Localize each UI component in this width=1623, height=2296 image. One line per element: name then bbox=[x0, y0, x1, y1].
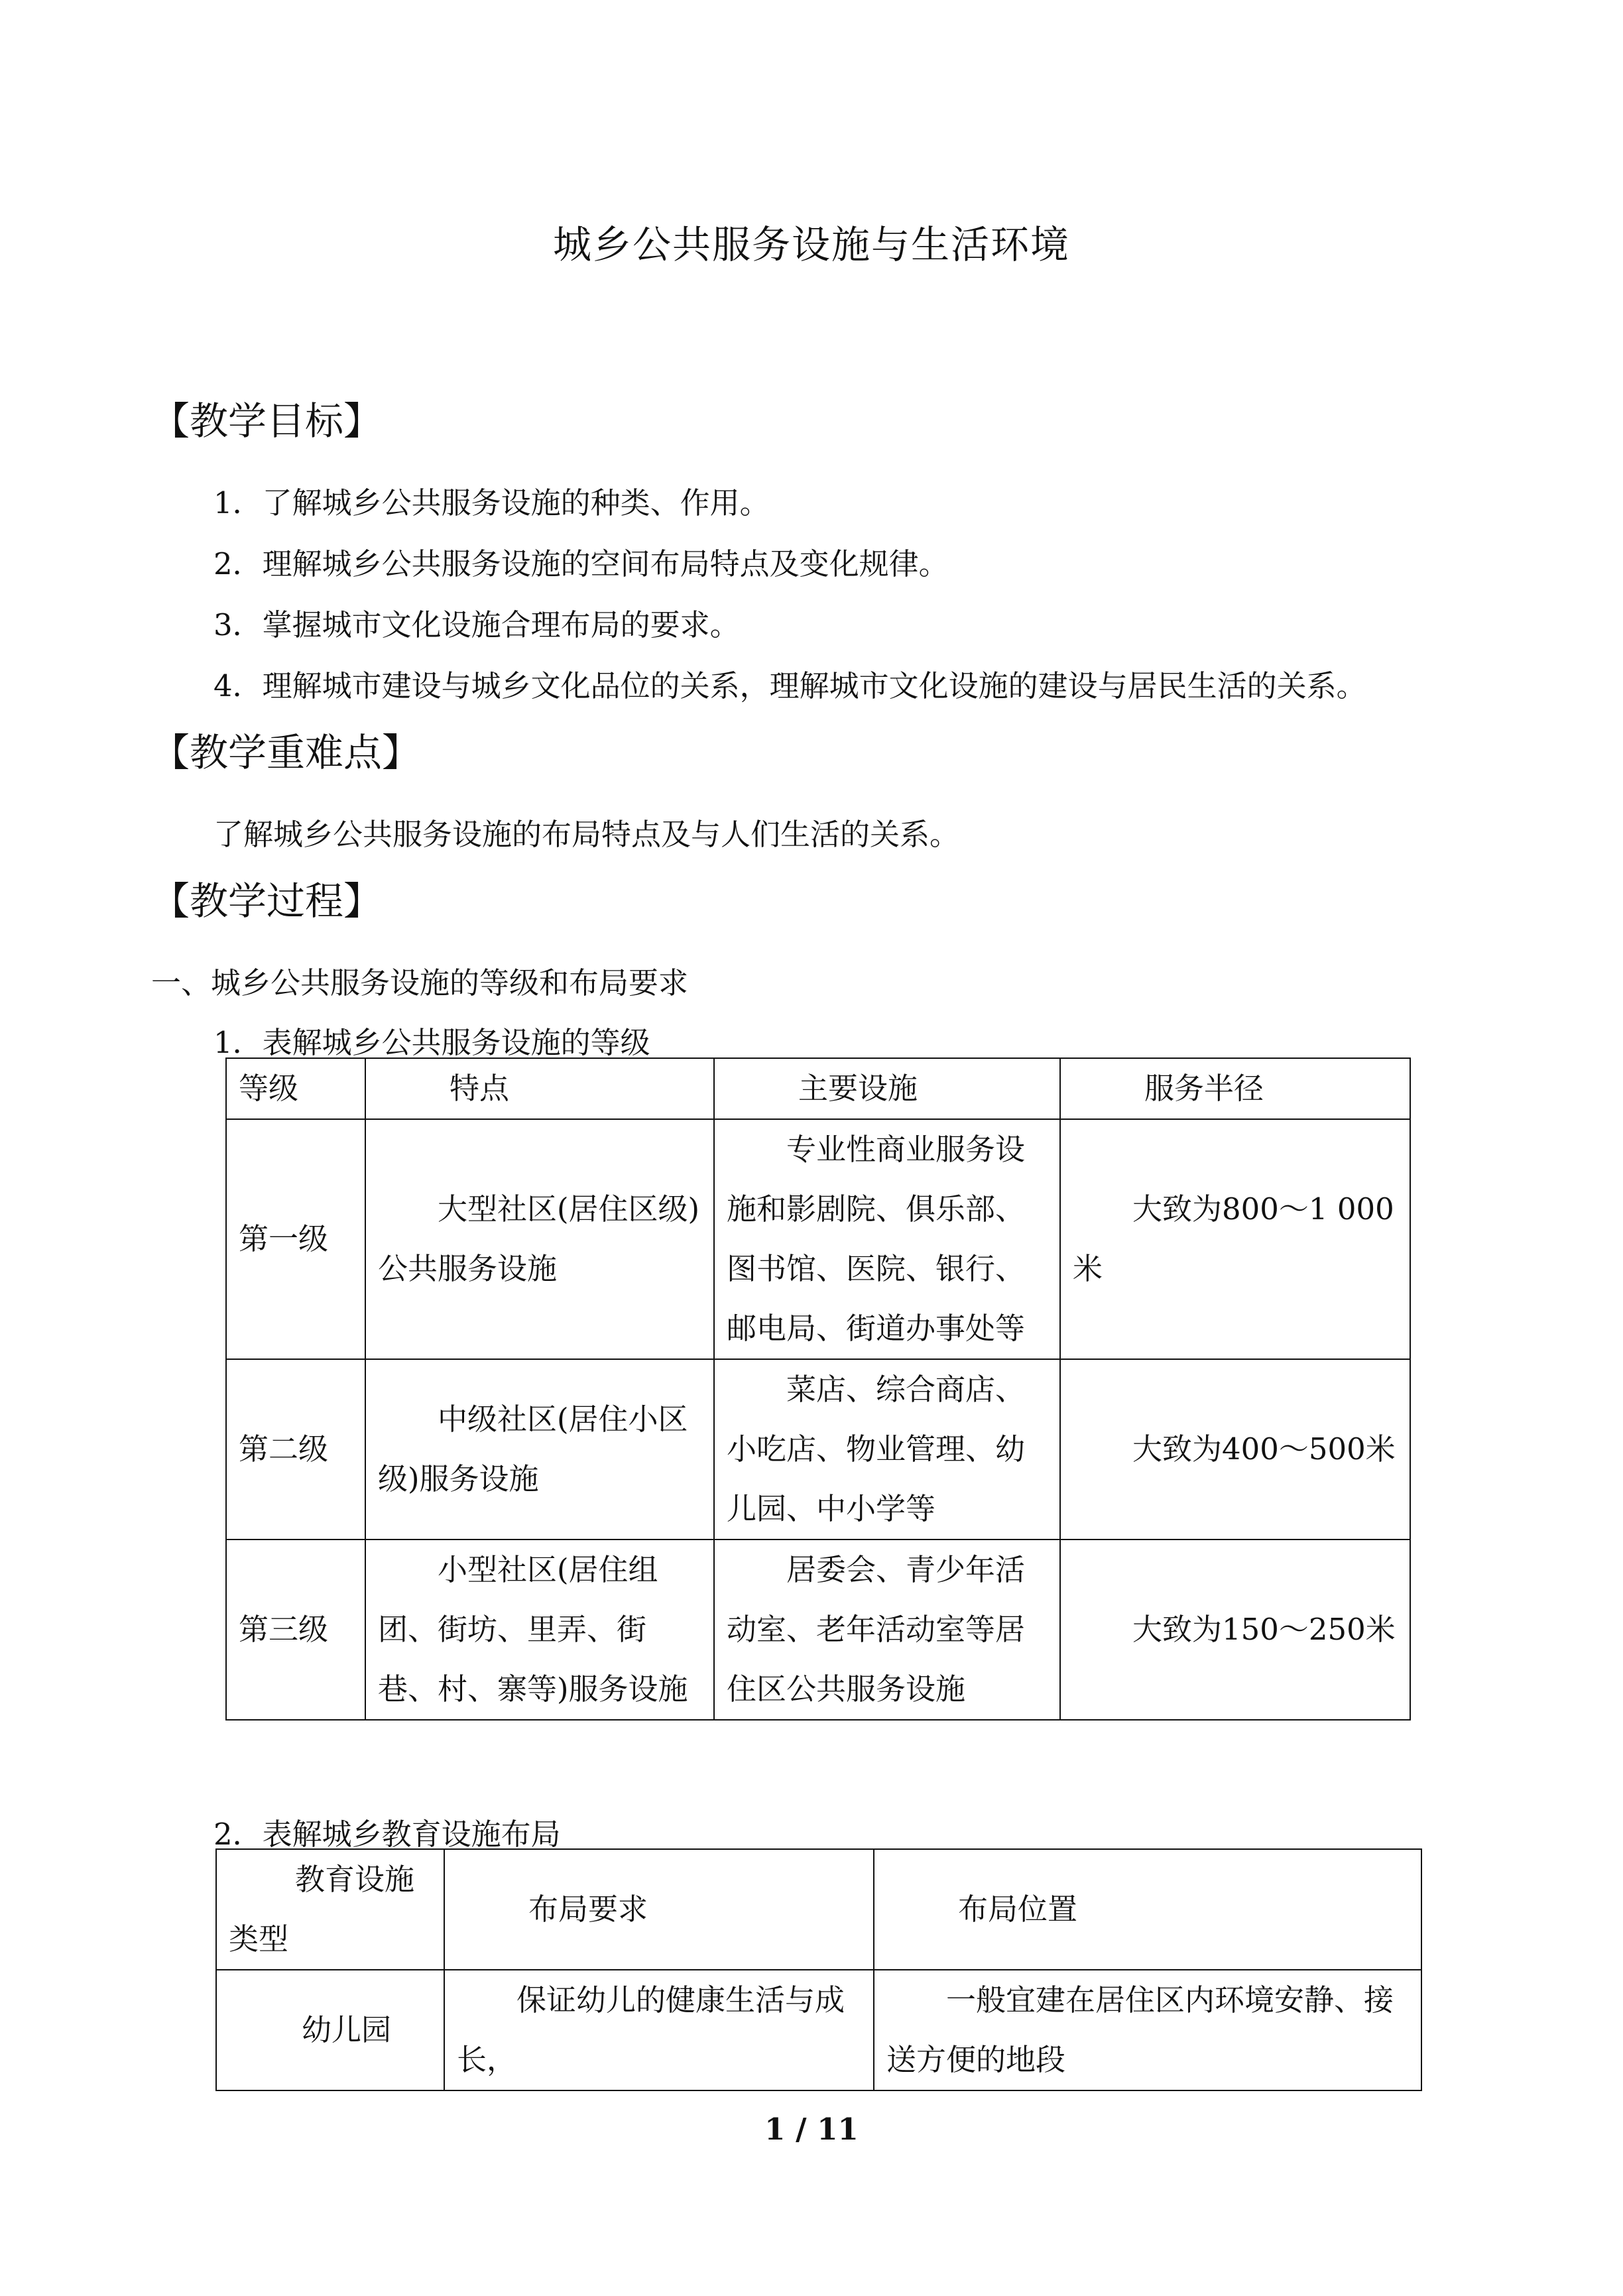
requirement-cell: 保证幼儿的健康生活与成长， bbox=[444, 1970, 874, 2090]
feature-cell: 大型社区(居住区级)公共服务设施 bbox=[365, 1119, 714, 1359]
feature-cell: 小型社区(居住组团、街坊、里弄、街巷、村、寨等)服务设施 bbox=[365, 1540, 714, 1720]
level-cell: 第三级 bbox=[226, 1540, 365, 1720]
header-cell: 特点 bbox=[365, 1058, 714, 1119]
table1-caption: 1．表解城乡公共服务设施的等级 bbox=[213, 1025, 650, 1060]
table-header-row bbox=[226, 1058, 1410, 1119]
table-row bbox=[216, 1970, 1421, 2090]
radius-cell: 大致为800～1 000米 bbox=[1060, 1119, 1410, 1359]
objective-item-1: 1．了解城乡公共服务设施的种类、作用。 bbox=[213, 485, 770, 520]
facility-levels-table bbox=[225, 1057, 1411, 1721]
objective-item-2: 2．理解城乡公共服务设施的空间布局特点及变化规律。 bbox=[213, 546, 949, 581]
feature-cell: 中级社区(居住小区级)服务设施 bbox=[365, 1359, 714, 1540]
heading-key-points: 【教学重难点】 bbox=[151, 730, 421, 775]
location-cell: 一般宜建在居住区内环境安静、接送方便的地段 bbox=[874, 1970, 1421, 2090]
table-header-row bbox=[216, 1849, 1421, 1970]
process-part1-title: 一、城乡公共服务设施的等级和布局要求 bbox=[151, 965, 689, 1000]
facilities-cell: 菜店、综合商店、小吃店、物业管理、幼儿园、中小学等 bbox=[714, 1359, 1060, 1540]
level-cell: 第二级 bbox=[226, 1359, 365, 1540]
facilities-cell: 居委会、青少年活动室、老年活动室等居住区公共服务设施 bbox=[714, 1540, 1060, 1720]
header-cell: 服务半径 bbox=[1060, 1058, 1410, 1119]
header-cell: 布局位置 bbox=[874, 1849, 1421, 1970]
table-row bbox=[226, 1359, 1410, 1540]
radius-cell: 大致为150～250米 bbox=[1060, 1540, 1410, 1720]
header-cell: 主要设施 bbox=[714, 1058, 1060, 1119]
objective-item-4: 4．理解城市建设与城乡文化品位的关系，理解城市文化设施的建设与居民生活的关系。 bbox=[213, 668, 1366, 703]
table-row bbox=[226, 1540, 1410, 1720]
type-cell: 幼儿园 bbox=[216, 1970, 444, 2090]
header-cell: 布局要求 bbox=[444, 1849, 874, 1970]
document-title: 城乡公共服务设施与生活环境 bbox=[552, 222, 1070, 267]
heading-objectives: 【教学目标】 bbox=[151, 398, 383, 444]
page-number: 1 / 11 bbox=[764, 2112, 859, 2147]
header-cell: 等级 bbox=[226, 1058, 365, 1119]
heading-process: 【教学过程】 bbox=[151, 878, 383, 924]
education-layout-table bbox=[215, 1848, 1422, 2091]
key-points-text: 了解城乡公共服务设施的布局特点及与人们生活的关系。 bbox=[213, 817, 960, 852]
table2-caption: 2．表解城乡教育设施布局 bbox=[213, 1817, 561, 1852]
objective-item-3: 3．掌握城市文化设施合理布局的要求。 bbox=[213, 607, 740, 642]
radius-cell: 大致为400～500米 bbox=[1060, 1359, 1410, 1540]
header-cell: 教育设施类型 bbox=[216, 1849, 444, 1970]
facilities-cell: 专业性商业服务设施和影剧院、俱乐部、图书馆、医院、银行、邮电局、街道办事处等 bbox=[714, 1119, 1060, 1359]
table-row bbox=[226, 1119, 1410, 1359]
level-cell: 第一级 bbox=[226, 1119, 365, 1359]
